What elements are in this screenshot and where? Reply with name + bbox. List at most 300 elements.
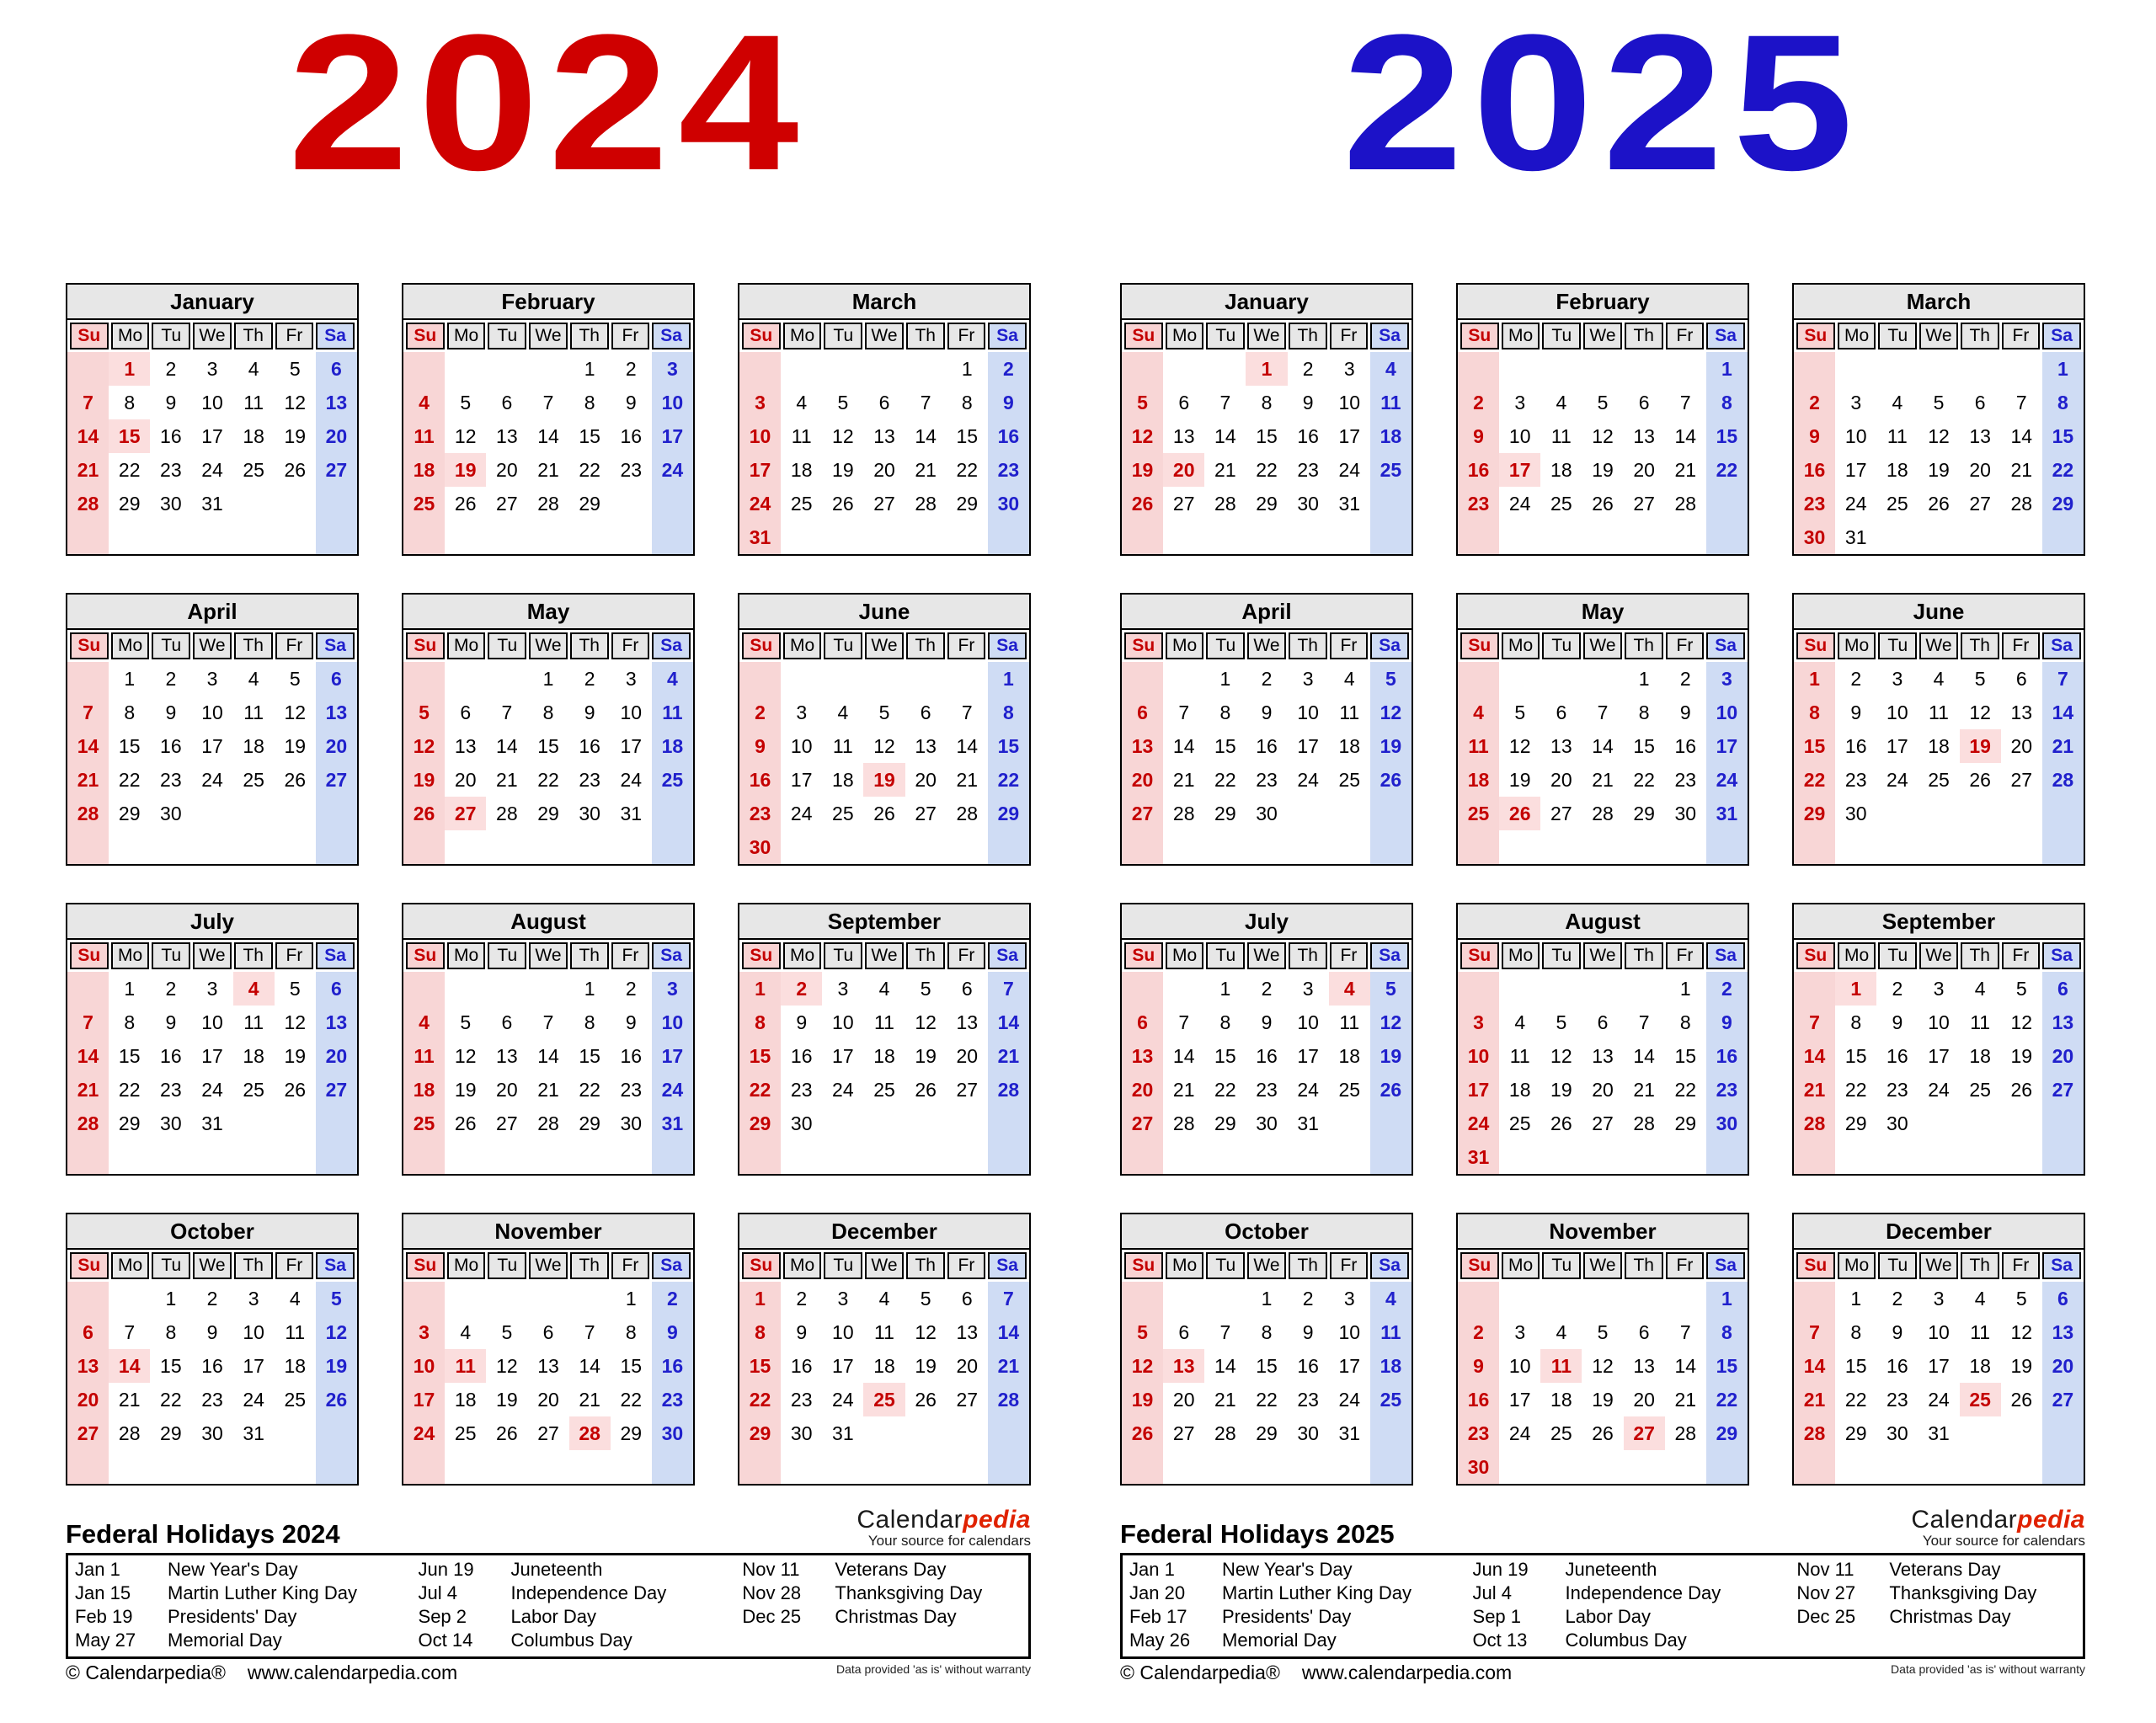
weekday-label-su: Su xyxy=(406,1252,445,1279)
day-cell: 2 xyxy=(1892,1287,1903,1310)
day-cell: 29 xyxy=(1844,1112,1867,1134)
weekday-label-sa: Sa xyxy=(1370,942,1409,969)
day-cell-empty xyxy=(2042,1140,2084,1174)
day-cell: 16 xyxy=(652,1349,693,1383)
day-cell: 27 xyxy=(316,763,357,797)
weekday-label-fr: Fr xyxy=(275,942,314,969)
day-cell: 6 xyxy=(1974,391,1986,413)
day-cell: 6 xyxy=(460,701,472,723)
day-cell-empty xyxy=(1918,1140,1959,1174)
day-cell: 31 xyxy=(1928,1422,1950,1444)
weekday-label-th: Th xyxy=(1289,1252,1327,1279)
holiday-name: Labor Day xyxy=(510,1606,597,1627)
day-cell-empty xyxy=(1329,520,1370,554)
day-cell: 12 xyxy=(316,1315,357,1349)
month-april-2024 xyxy=(66,593,359,866)
month-days-grid xyxy=(739,662,1029,864)
day-cell: 10 xyxy=(1928,1011,1950,1033)
weekday-label-tu: Tu xyxy=(824,942,862,969)
day-cell: 30 xyxy=(1886,1422,1908,1444)
day-cell: 18 xyxy=(1508,1078,1531,1101)
day-cell-empty xyxy=(316,797,357,830)
day-cell: 10 xyxy=(652,1006,693,1039)
day-cell-empty xyxy=(1499,1450,1540,1484)
day-cell: 8 xyxy=(584,391,595,413)
day-cell: 24 xyxy=(243,1388,264,1411)
day-cell-empty xyxy=(1204,1282,1246,1315)
day-cell: 28 xyxy=(569,1416,611,1450)
month-may-2024 xyxy=(402,593,695,866)
day-cell-empty xyxy=(1204,1140,1246,1174)
day-cell: 21 xyxy=(1633,1078,1655,1101)
day-cell: 18 xyxy=(1550,1388,1572,1411)
weekday-label-mo: Mo xyxy=(111,942,150,969)
day-cell: 13 xyxy=(1163,1349,1204,1383)
weekday-label-fr: Fr xyxy=(611,323,650,349)
weekday-label-th: Th xyxy=(570,1252,609,1279)
day-cell-empty xyxy=(486,1140,527,1174)
day-cell-empty xyxy=(1246,1140,1287,1174)
website-link[interactable]: www.calendarpedia.com xyxy=(1301,1662,1513,1683)
day-cell: 18 xyxy=(1370,419,1412,453)
day-cell: 27 xyxy=(1122,797,1163,830)
weekday-label-su: Su xyxy=(70,632,109,659)
month-july-2024 xyxy=(66,903,359,1176)
day-cell: 26 xyxy=(316,1383,357,1416)
month-title: May xyxy=(403,595,693,630)
month-title: June xyxy=(739,595,1029,630)
day-cell: 9 xyxy=(625,1011,637,1033)
weekday-label-su: Su xyxy=(70,1252,109,1279)
day-cell: 5 xyxy=(403,696,445,729)
day-cell-empty xyxy=(1163,830,1204,864)
day-cell: 1 xyxy=(1219,977,1231,1000)
federal-holidays-table-2025 xyxy=(1120,1553,2085,1659)
month-title: July xyxy=(67,904,357,940)
day-cell: 20 xyxy=(956,1354,979,1377)
day-cell-empty xyxy=(2001,520,2042,554)
day-cell-empty xyxy=(1458,1282,1499,1315)
day-cell: 8 xyxy=(1706,386,1748,419)
day-cell: 9 xyxy=(1850,701,1862,723)
day-cell-empty xyxy=(1163,1140,1204,1174)
month-title: August xyxy=(403,904,693,940)
day-cell-empty xyxy=(863,662,905,696)
weekday-label-tu: Tu xyxy=(152,1252,190,1279)
day-cell: 20 xyxy=(496,458,518,481)
day-cell: 2 xyxy=(1850,667,1862,690)
day-cell: 7 xyxy=(961,701,973,723)
day-cell-empty xyxy=(1246,830,1287,864)
weekday-label-mo: Mo xyxy=(1838,323,1876,349)
day-cell: 17 xyxy=(832,1354,854,1377)
day-cell: 2 xyxy=(165,667,177,690)
day-cell: 26 xyxy=(454,492,477,515)
day-cell-empty xyxy=(1960,1107,2001,1140)
day-cell: 9 xyxy=(796,1320,808,1343)
day-cell-empty xyxy=(275,1450,316,1484)
day-cell-empty xyxy=(1499,352,1540,386)
day-cell-empty xyxy=(2042,1416,2084,1450)
day-cell: 11 xyxy=(243,701,264,723)
day-cell: 13 xyxy=(915,734,937,757)
day-cell-empty xyxy=(652,520,693,554)
day-cell: 7 xyxy=(1219,1320,1231,1343)
month-november-2024 xyxy=(402,1213,695,1486)
holiday-name: Columbus Day xyxy=(510,1630,632,1651)
day-cell-empty xyxy=(275,520,316,554)
day-cell: 27 xyxy=(496,1112,518,1134)
day-cell: 8 xyxy=(124,1011,136,1033)
day-cell: 30 xyxy=(1297,492,1319,515)
day-cell: 8 xyxy=(988,696,1029,729)
day-cell: 22 xyxy=(579,458,600,481)
day-cell: 3 xyxy=(625,667,637,690)
day-cell: 4 xyxy=(1933,667,1945,690)
day-cell: 9 xyxy=(165,1011,177,1033)
weekday-label-fr: Fr xyxy=(947,632,986,659)
day-cell: 28 xyxy=(1214,1422,1236,1444)
day-cell-empty xyxy=(1370,1416,1412,1450)
day-cell: 27 xyxy=(1969,492,1991,515)
day-cell-empty xyxy=(988,1140,1029,1174)
day-cell: 14 xyxy=(579,1354,600,1377)
day-cell: 28 xyxy=(1592,802,1614,824)
day-cell-empty xyxy=(486,830,527,864)
day-cell-empty xyxy=(1582,972,1623,1006)
day-cell: 14 xyxy=(1172,1044,1195,1067)
day-cell: 5 xyxy=(1597,1320,1609,1343)
day-cell: 27 xyxy=(1633,492,1655,515)
day-cell: 13 xyxy=(67,1349,109,1383)
day-cell: 1 xyxy=(625,1287,637,1310)
weekday-label-mo: Mo xyxy=(783,632,822,659)
day-cell: 19 xyxy=(915,1044,937,1067)
day-cell: 7 xyxy=(1794,1315,1835,1349)
day-cell: 20 xyxy=(496,1078,518,1101)
day-cell: 15 xyxy=(118,734,141,757)
day-cell: 12 xyxy=(832,424,854,447)
day-cell: 30 xyxy=(1886,1112,1908,1134)
day-cell: 28 xyxy=(537,1112,559,1134)
day-cell: 10 xyxy=(243,1320,264,1343)
day-cell-empty xyxy=(1163,1450,1204,1484)
day-cell: 13 xyxy=(1172,424,1195,447)
weekday-header-row xyxy=(1794,630,2084,662)
day-cell-empty xyxy=(569,1140,611,1174)
day-cell: 12 xyxy=(1508,734,1531,757)
day-cell: 12 xyxy=(1969,701,1991,723)
day-cell: 8 xyxy=(961,391,973,413)
day-cell: 9 xyxy=(165,701,177,723)
day-cell: 11 xyxy=(403,1039,445,1073)
holiday-name: Veterans Day xyxy=(1889,1559,2001,1580)
weekday-label-th: Th xyxy=(1289,942,1327,969)
day-cell: 24 xyxy=(1928,1078,1950,1101)
day-cell: 9 xyxy=(796,1011,808,1033)
day-cell: 14 xyxy=(67,1039,109,1073)
weekday-header-row xyxy=(1794,320,2084,352)
weekday-header-row xyxy=(1122,630,1412,662)
day-cell-empty xyxy=(905,352,947,386)
day-cell-empty xyxy=(2001,1140,2042,1174)
day-cell-empty xyxy=(1582,1282,1623,1315)
day-cell: 18 xyxy=(873,1354,895,1377)
month-june-2025 xyxy=(1792,593,2085,866)
weekday-label-mo: Mo xyxy=(1166,942,1204,969)
day-cell: 12 xyxy=(2010,1320,2033,1343)
day-cell: 8 xyxy=(542,701,554,723)
day-cell: 26 xyxy=(1592,1422,1614,1444)
month-august-2024 xyxy=(402,903,695,1176)
day-cell: 20 xyxy=(67,1383,109,1416)
day-cell: 17 xyxy=(201,424,223,447)
month-december-2024 xyxy=(738,1213,1031,1486)
month-days-grid xyxy=(403,1282,693,1484)
weekday-label-su: Su xyxy=(1796,1252,1835,1279)
weekday-label-fr: Fr xyxy=(1666,323,1705,349)
day-cell-empty xyxy=(781,1450,822,1484)
day-cell: 25 xyxy=(284,1388,307,1411)
weekday-header-row xyxy=(403,940,693,972)
day-cell-empty xyxy=(1122,972,1163,1006)
day-cell-empty xyxy=(1876,830,1918,864)
day-cell-empty xyxy=(611,830,652,864)
weekday-header-row xyxy=(739,630,1029,662)
weekday-label-we: We xyxy=(529,323,568,349)
month-february-2024 xyxy=(402,283,695,556)
day-cell-empty xyxy=(275,1416,316,1450)
day-cell-empty xyxy=(1835,830,1876,864)
day-cell: 22 xyxy=(2042,453,2084,487)
day-cell: 12 xyxy=(1122,1349,1163,1383)
day-cell: 18 xyxy=(403,453,445,487)
day-cell-empty xyxy=(1540,1282,1582,1315)
day-cell: 12 xyxy=(1122,419,1163,453)
federal-holidays-heading: Federal Holidays 2024 xyxy=(66,1519,340,1549)
weekday-label-we: We xyxy=(865,323,904,349)
day-cell: 5 xyxy=(289,977,301,1000)
footer-header-row-2024 xyxy=(66,1504,1031,1550)
holiday-date: Feb 19 xyxy=(75,1606,133,1627)
day-cell-empty xyxy=(781,352,822,386)
day-cell-empty xyxy=(2001,352,2042,386)
day-cell: 22 xyxy=(118,1078,141,1101)
day-cell-empty xyxy=(652,830,693,864)
day-cell-empty xyxy=(1246,520,1287,554)
day-cell-empty xyxy=(1499,1140,1540,1174)
day-cell: 28 xyxy=(988,1073,1029,1107)
day-cell: 14 xyxy=(537,1044,559,1067)
day-cell: 4 xyxy=(289,1287,301,1310)
day-cell-empty xyxy=(67,972,109,1006)
day-cell-empty xyxy=(1960,830,2001,864)
day-cell: 13 xyxy=(537,1354,559,1377)
day-cell: 8 xyxy=(1850,1011,1862,1033)
day-cell: 15 xyxy=(1633,734,1655,757)
day-cell: 27 xyxy=(1624,1416,1665,1450)
day-cell: 22 xyxy=(1844,1078,1867,1101)
month-title: January xyxy=(67,285,357,320)
weekday-label-mo: Mo xyxy=(447,632,486,659)
day-cell-empty xyxy=(191,1450,232,1484)
day-cell: 10 xyxy=(1338,391,1361,413)
day-cell: 27 xyxy=(445,797,486,830)
day-cell: 17 xyxy=(1706,729,1748,763)
day-cell: 16 xyxy=(160,1044,182,1067)
day-cell: 10 xyxy=(1297,1011,1319,1033)
day-cell: 7 xyxy=(1794,1006,1835,1039)
day-cell-empty xyxy=(1706,487,1748,520)
day-cell: 15 xyxy=(579,424,600,447)
day-cell: 11 xyxy=(832,734,853,757)
day-cell: 16 xyxy=(1674,734,1697,757)
day-cell-empty xyxy=(1918,797,1959,830)
day-cell: 24 xyxy=(832,1388,854,1411)
day-cell: 14 xyxy=(1172,734,1195,757)
day-cell: 16 xyxy=(790,1354,813,1377)
day-cell: 30 xyxy=(201,1422,223,1444)
day-cell: 15 xyxy=(1844,1044,1867,1067)
day-cell: 18 xyxy=(243,1044,264,1067)
holiday-date: Sep 1 xyxy=(1472,1606,1522,1627)
day-cell: 21 xyxy=(1674,1388,1697,1411)
day-cell: 13 xyxy=(496,424,518,447)
day-cell-empty xyxy=(486,520,527,554)
month-december-2025 xyxy=(1792,1213,2085,1486)
day-cell-empty xyxy=(109,1140,150,1174)
day-cell: 30 xyxy=(160,1112,182,1134)
month-days-grid xyxy=(67,1282,357,1484)
day-cell-empty xyxy=(863,352,905,386)
weekday-label-su: Su xyxy=(1796,323,1835,349)
day-cell: 11 xyxy=(243,1011,264,1033)
day-cell: 29 xyxy=(1674,1112,1697,1134)
day-cell: 9 xyxy=(206,1320,218,1343)
day-cell: 15 xyxy=(1256,424,1278,447)
day-cell-empty xyxy=(233,797,275,830)
day-cell: 4 xyxy=(1370,1282,1412,1315)
day-cell: 17 xyxy=(652,1039,693,1073)
month-days-grid xyxy=(1794,352,2084,554)
month-november-2025 xyxy=(1456,1213,1749,1486)
weekday-label-mo: Mo xyxy=(1502,1252,1540,1279)
weekday-header-row xyxy=(403,630,693,662)
day-cell: 29 xyxy=(537,802,559,824)
day-cell-empty xyxy=(739,1140,781,1174)
holiday-name: Martin Luther King Day xyxy=(1222,1582,1412,1603)
day-cell: 1 xyxy=(1679,977,1691,1000)
day-cell: 19 xyxy=(1592,458,1614,481)
day-cell: 26 xyxy=(2010,1078,2033,1101)
weekday-label-su: Su xyxy=(742,1252,781,1279)
day-cell: 16 xyxy=(790,1044,813,1067)
day-cell: 26 xyxy=(2010,1388,2033,1411)
day-cell-empty xyxy=(2042,797,2084,830)
day-cell: 29 xyxy=(2042,487,2084,520)
day-cell: 7 xyxy=(1679,391,1691,413)
day-cell-empty xyxy=(1794,1140,1835,1174)
day-cell-empty xyxy=(233,1107,275,1140)
day-cell: 14 xyxy=(537,424,559,447)
day-cell-empty xyxy=(1163,520,1204,554)
day-cell-empty xyxy=(947,1450,988,1484)
day-cell: 20 xyxy=(316,1039,357,1073)
day-cell: 4 xyxy=(460,1320,472,1343)
copyright-line xyxy=(66,1662,457,1684)
day-cell: 31 xyxy=(832,1422,854,1444)
year-title-2025 xyxy=(1120,0,2085,211)
day-cell-empty xyxy=(2001,1107,2042,1140)
day-cell: 30 xyxy=(620,1112,643,1134)
day-cell-empty xyxy=(445,1140,486,1174)
day-cell: 10 xyxy=(739,419,781,453)
day-cell: 23 xyxy=(160,458,182,481)
day-cell: 7 xyxy=(1178,701,1190,723)
weekday-label-fr: Fr xyxy=(2002,632,2041,659)
day-cell: 14 xyxy=(1214,424,1236,447)
day-cell: 1 xyxy=(542,667,554,690)
holiday-name: Christmas Day xyxy=(835,1606,957,1627)
day-cell: 10 xyxy=(201,701,223,723)
day-cell: 21 xyxy=(579,1388,600,1411)
day-cell-empty xyxy=(233,1140,275,1174)
day-cell: 28 xyxy=(1794,1107,1835,1140)
day-cell: 12 xyxy=(403,729,445,763)
day-cell: 7 xyxy=(542,1011,554,1033)
day-cell: 15 xyxy=(2042,419,2084,453)
day-cell: 28 xyxy=(1794,1416,1835,1450)
day-cell: 15 xyxy=(1214,734,1236,757)
holiday-row xyxy=(1473,1605,1797,1629)
day-cell: 27 xyxy=(67,1416,109,1450)
weekday-label-tu: Tu xyxy=(1542,323,1581,349)
day-cell: 25 xyxy=(1886,492,1908,515)
day-cell: 22 xyxy=(160,1388,182,1411)
website-link[interactable]: www.calendarpedia.com xyxy=(247,1662,458,1683)
day-cell: 6 xyxy=(2042,972,2084,1006)
day-cell: 1 xyxy=(1261,1287,1273,1310)
logo-tagline: Your source for calendars xyxy=(867,1533,1031,1550)
day-cell: 5 xyxy=(878,701,890,723)
day-cell: 28 xyxy=(537,492,559,515)
day-cell: 3 xyxy=(1343,357,1355,380)
day-cell: 14 xyxy=(915,424,937,447)
day-cell-empty xyxy=(1624,830,1665,864)
weekday-label-mo: Mo xyxy=(111,632,150,659)
weekday-label-we: We xyxy=(1583,323,1622,349)
day-cell: 5 xyxy=(1370,662,1412,696)
day-cell: 4 xyxy=(1556,1320,1567,1343)
day-cell: 6 xyxy=(316,972,357,1006)
weekday-label-we: We xyxy=(529,632,568,659)
weekday-header-row xyxy=(1122,320,1412,352)
day-cell-empty xyxy=(1499,1282,1540,1315)
day-cell: 15 xyxy=(109,419,150,453)
day-cell-empty xyxy=(781,1140,822,1174)
day-cell: 25 xyxy=(243,1078,264,1101)
day-cell: 8 xyxy=(1219,1011,1231,1033)
month-title: December xyxy=(1794,1214,2084,1250)
day-cell: 29 xyxy=(118,802,141,824)
day-cell: 16 xyxy=(1458,453,1499,487)
day-cell: 21 xyxy=(67,1073,109,1107)
day-cell: 29 xyxy=(1633,802,1655,824)
day-cell-empty xyxy=(2001,830,2042,864)
day-cell: 6 xyxy=(920,701,931,723)
day-cell: 26 xyxy=(915,1078,937,1101)
weekday-label-sa: Sa xyxy=(316,1252,355,1279)
